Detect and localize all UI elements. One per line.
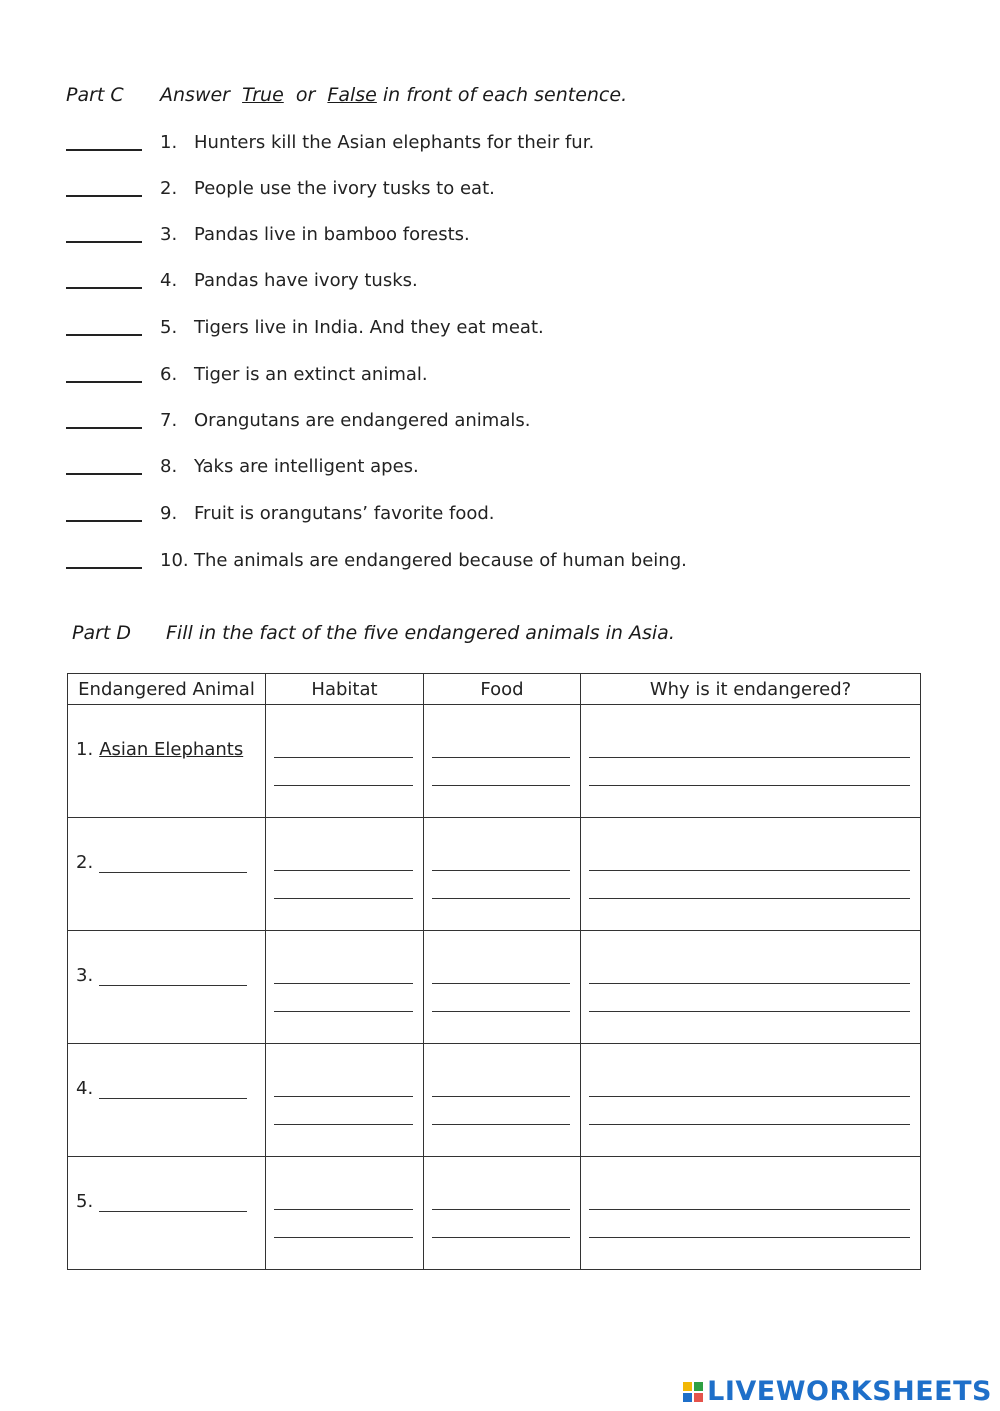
item-sentence: The animals are endangered because of human being.	[194, 549, 687, 571]
row-number: 3.	[76, 965, 94, 986]
table-header-row	[68, 674, 921, 705]
habitat-line[interactable]	[274, 1011, 413, 1012]
habitat-line[interactable]	[274, 898, 413, 899]
header-habitat: Habitat	[266, 674, 424, 705]
reason-cell	[581, 1044, 921, 1157]
animal-label	[76, 739, 243, 760]
logo-square	[683, 1382, 692, 1391]
reason-cell	[581, 818, 921, 931]
answer-blank[interactable]	[66, 380, 142, 383]
habitat-line[interactable]	[274, 757, 413, 758]
answer-blank[interactable]	[66, 472, 142, 475]
table-row	[68, 705, 921, 818]
animal-name-blank[interactable]	[99, 1193, 247, 1212]
food-line[interactable]	[432, 1011, 570, 1012]
item-number: 10.	[160, 549, 189, 571]
reason-line[interactable]	[589, 1011, 910, 1012]
habitat-line[interactable]	[274, 1096, 413, 1097]
word-false: False	[327, 84, 377, 106]
answer-blank[interactable]	[66, 566, 142, 569]
habitat-cell	[266, 1044, 424, 1157]
answer-blank[interactable]	[66, 194, 142, 197]
food-line[interactable]	[432, 1096, 570, 1097]
header-food: Food	[424, 674, 581, 705]
food-line[interactable]	[432, 983, 570, 984]
answer-blank[interactable]	[66, 240, 142, 243]
food-cell	[424, 931, 581, 1044]
item-sentence: Hunters kill the Asian elephants for their fur.	[194, 131, 595, 153]
part-d-instruction: Fill in the fact of the five endangered animals in Asia.	[166, 622, 675, 644]
animal-cell	[68, 818, 266, 931]
part-c-tag: Part C	[66, 84, 124, 106]
reason-line[interactable]	[589, 983, 910, 984]
item-number: 4.	[160, 269, 178, 291]
answer-blank[interactable]	[66, 333, 142, 336]
tf-item	[66, 127, 766, 157]
item-number: 7.	[160, 409, 178, 431]
reason-line[interactable]	[589, 1237, 910, 1238]
part-d-heading	[72, 622, 675, 644]
reason-line[interactable]	[589, 870, 910, 871]
tf-item	[66, 265, 766, 295]
reason-line[interactable]	[589, 1096, 910, 1097]
tf-item	[66, 312, 766, 342]
table-row	[68, 818, 921, 931]
liveworksheets-brand[interactable]	[683, 1376, 992, 1407]
habitat-cell	[266, 705, 424, 818]
animal-label	[76, 1191, 247, 1212]
tf-item	[66, 451, 766, 481]
habitat-line[interactable]	[274, 785, 413, 786]
word-or: or	[295, 84, 316, 106]
habitat-cell	[266, 818, 424, 931]
item-number: 6.	[160, 363, 178, 385]
answer-blank[interactable]	[66, 519, 142, 522]
part-c-instruction-tail: in front of each sentence.	[382, 84, 628, 106]
tf-item	[66, 545, 766, 575]
tf-item	[66, 173, 766, 203]
reason-line[interactable]	[589, 898, 910, 899]
part-c-heading	[66, 84, 627, 106]
table-row	[68, 1044, 921, 1157]
part-c-answer: Answer	[160, 84, 230, 106]
item-number: 9.	[160, 502, 178, 524]
food-line[interactable]	[432, 1209, 570, 1210]
reason-line[interactable]	[589, 1124, 910, 1125]
habitat-line[interactable]	[274, 1237, 413, 1238]
tf-item	[66, 405, 766, 435]
animal-cell	[68, 931, 266, 1044]
reason-line[interactable]	[589, 757, 910, 758]
food-cell	[424, 818, 581, 931]
habitat-line[interactable]	[274, 1209, 413, 1210]
habitat-cell	[266, 931, 424, 1044]
answer-blank[interactable]	[66, 148, 142, 151]
header-why-endangered: Why is it endangered?	[581, 674, 921, 705]
food-cell	[424, 705, 581, 818]
item-sentence: Tigers live in India. And they eat meat.	[194, 316, 544, 338]
facts-table	[67, 673, 921, 1270]
habitat-line[interactable]	[274, 1124, 413, 1125]
habitat-line[interactable]	[274, 870, 413, 871]
reason-cell	[581, 705, 921, 818]
header-endangered-animal: Endangered Animal	[68, 674, 266, 705]
reason-cell	[581, 1157, 921, 1270]
item-sentence: Tiger is an extinct animal.	[194, 363, 428, 385]
animal-label	[76, 1078, 247, 1099]
logo-square	[683, 1393, 692, 1402]
answer-blank[interactable]	[66, 286, 142, 289]
logo-square	[694, 1382, 703, 1391]
table-row	[68, 931, 921, 1044]
animal-label	[76, 852, 247, 873]
item-sentence: Fruit is orangutans’ favorite food.	[194, 502, 495, 524]
part-d-tag: Part D	[72, 622, 132, 644]
animal-label	[76, 965, 247, 986]
animal-name-blank[interactable]	[99, 854, 247, 873]
item-sentence: People use the ivory tusks to eat.	[194, 177, 495, 199]
animal-cell	[68, 705, 266, 818]
animal-cell	[68, 1157, 266, 1270]
food-line[interactable]	[432, 1237, 570, 1238]
row-number: 1.	[76, 739, 94, 760]
animal-cell	[68, 1044, 266, 1157]
food-line[interactable]	[432, 898, 570, 899]
item-number: 1.	[160, 131, 178, 153]
item-sentence: Pandas have ivory tusks.	[194, 269, 418, 291]
row-number: 5.	[76, 1191, 94, 1212]
item-sentence: Pandas live in bamboo forests.	[194, 223, 470, 245]
tf-item	[66, 498, 766, 528]
animal-name-blank[interactable]	[99, 967, 247, 986]
answer-blank[interactable]	[66, 426, 142, 429]
tf-item	[66, 359, 766, 389]
habitat-cell	[266, 1157, 424, 1270]
habitat-line[interactable]	[274, 983, 413, 984]
food-line[interactable]	[432, 757, 570, 758]
item-sentence: Orangutans are endangered animals.	[194, 409, 531, 431]
reason-line[interactable]	[589, 785, 910, 786]
food-cell	[424, 1157, 581, 1270]
food-line[interactable]	[432, 870, 570, 871]
reason-cell	[581, 931, 921, 1044]
food-line[interactable]	[432, 785, 570, 786]
food-line[interactable]	[432, 1124, 570, 1125]
reason-line[interactable]	[589, 1209, 910, 1210]
item-number: 3.	[160, 223, 178, 245]
animal-name-blank[interactable]	[99, 1080, 247, 1099]
word-true: True	[242, 84, 284, 106]
liveworksheets-logo-icon	[683, 1382, 703, 1402]
animal-name: Asian Elephants	[99, 739, 244, 760]
table-row	[68, 1157, 921, 1270]
row-number: 2.	[76, 852, 94, 873]
brand-text: LIVEWORKSHEETS	[707, 1376, 992, 1407]
logo-square	[694, 1393, 703, 1402]
item-number: 5.	[160, 316, 178, 338]
item-number: 2.	[160, 177, 178, 199]
food-cell	[424, 1044, 581, 1157]
item-sentence: Yaks are intelligent apes.	[194, 455, 419, 477]
item-number: 8.	[160, 455, 178, 477]
tf-item	[66, 219, 766, 249]
row-number: 4.	[76, 1078, 94, 1099]
